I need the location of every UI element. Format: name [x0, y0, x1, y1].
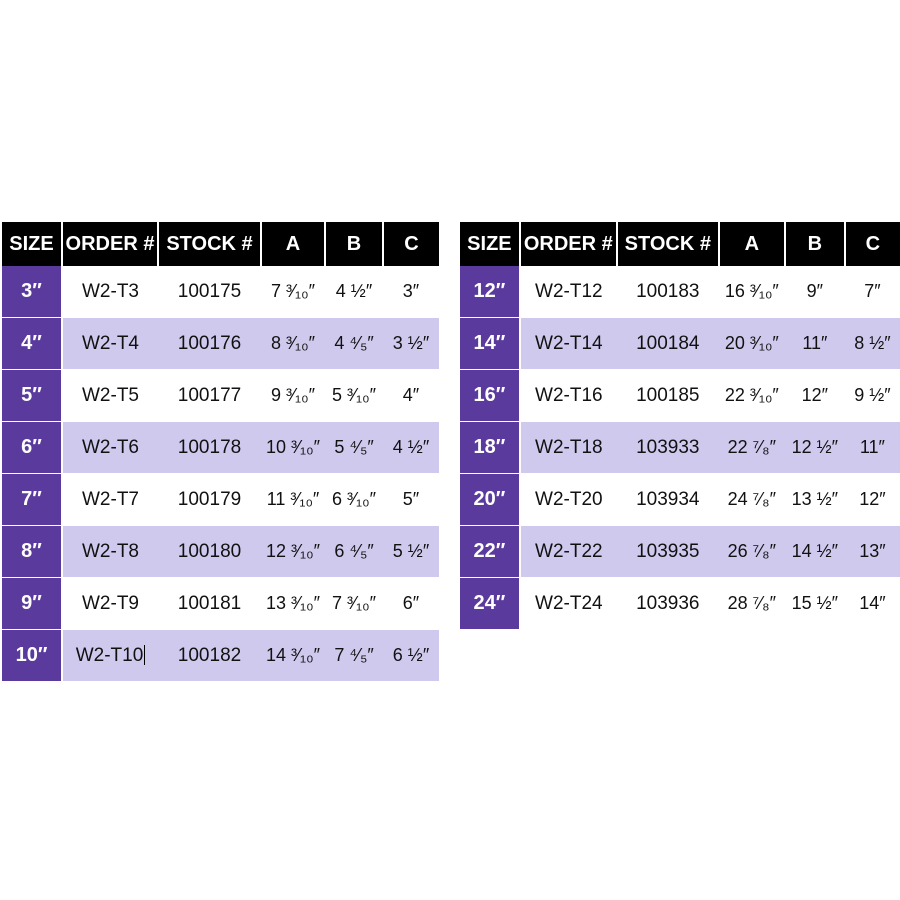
cell-size: 6″	[2, 422, 62, 474]
cell-dimension-b: 14 ½″	[785, 526, 845, 578]
cell-dimension-c: 6 ½″	[383, 630, 439, 682]
cell-dimension-b: 6 ⁴⁄₅″	[325, 526, 383, 578]
table-row	[460, 422, 900, 474]
spec-table-small-sizes	[2, 222, 439, 682]
cell-dimension-c: 6″	[383, 578, 439, 630]
cell-stock-number: 103935	[617, 526, 719, 578]
cell-dimension-b: 4 ½″	[325, 266, 383, 318]
table-row	[2, 318, 439, 370]
cell-order-number: W2-T20	[520, 474, 617, 526]
cell-order-number: W2-T14	[520, 318, 617, 370]
cell-dimension-a: 26 ⁷⁄₈″	[719, 526, 785, 578]
cell-stock-number: 103936	[617, 578, 719, 630]
cell-dimension-c: 14″	[845, 578, 900, 630]
cell-stock-number: 100176	[158, 318, 261, 370]
cell-dimension-b: 13 ½″	[785, 474, 845, 526]
table-row	[460, 474, 900, 526]
table-row	[2, 630, 439, 682]
cell-dimension-b: 15 ½″	[785, 578, 845, 630]
cell-size: 24″	[460, 578, 520, 630]
cell-dimension-a: 9 ³⁄₁₀″	[261, 370, 325, 422]
column-header-b: B	[325, 222, 383, 266]
cell-dimension-a: 10 ³⁄₁₀″	[261, 422, 325, 474]
table-row	[460, 526, 900, 578]
cell-stock-number: 100180	[158, 526, 261, 578]
cell-order-number: W2-T9	[62, 578, 158, 630]
cell-dimension-c: 11″	[845, 422, 900, 474]
cell-dimension-c: 3″	[383, 266, 439, 318]
column-header-a: A	[719, 222, 785, 266]
cell-dimension-c: 9 ½″	[845, 370, 900, 422]
cell-order-number: W2-T22	[520, 526, 617, 578]
cell-size: 3″	[2, 266, 62, 318]
cell-dimension-b: 7 ³⁄₁₀″	[325, 578, 383, 630]
cell-dimension-a: 14 ³⁄₁₀″	[261, 630, 325, 682]
cell-order-number: W2-T24	[520, 578, 617, 630]
cell-dimension-c: 13″	[845, 526, 900, 578]
cell-order-number: W2-T18	[520, 422, 617, 474]
table-row	[460, 370, 900, 422]
cell-order-number: W2-T5	[62, 370, 158, 422]
spec-table-large-sizes	[460, 222, 900, 630]
cell-size: 12″	[460, 266, 520, 318]
table-header-row	[460, 222, 900, 266]
table-row	[460, 578, 900, 630]
column-header-b: B	[785, 222, 845, 266]
cell-order-number: W2-T3	[62, 266, 158, 318]
cell-dimension-b: 12 ½″	[785, 422, 845, 474]
cell-dimension-b: 5 ³⁄₁₀″	[325, 370, 383, 422]
column-header-stock: STOCK #	[158, 222, 261, 266]
cell-dimension-a: 22 ³⁄₁₀″	[719, 370, 785, 422]
cell-stock-number: 100183	[617, 266, 719, 318]
cell-dimension-b: 4 ⁴⁄₅″	[325, 318, 383, 370]
cell-size: 16″	[460, 370, 520, 422]
column-header-c: C	[383, 222, 439, 266]
table-row	[460, 266, 900, 318]
table-row	[2, 422, 439, 474]
cell-dimension-c: 5″	[383, 474, 439, 526]
cell-size: 10″	[2, 630, 62, 682]
cell-order-number: W2-T8	[62, 526, 158, 578]
cell-dimension-a: 12 ³⁄₁₀″	[261, 526, 325, 578]
cell-dimension-a: 13 ³⁄₁₀″	[261, 578, 325, 630]
column-header-size: SIZE	[2, 222, 62, 266]
cell-dimension-c: 4″	[383, 370, 439, 422]
table-body	[2, 266, 439, 682]
cell-dimension-b: 5 ⁴⁄₅″	[325, 422, 383, 474]
cell-dimension-c: 5 ½″	[383, 526, 439, 578]
text-caret	[144, 645, 145, 665]
cell-stock-number: 103934	[617, 474, 719, 526]
column-header-order: ORDER #	[520, 222, 617, 266]
cell-dimension-a: 20 ³⁄₁₀″	[719, 318, 785, 370]
cell-dimension-a: 24 ⁷⁄₈″	[719, 474, 785, 526]
table-row	[460, 318, 900, 370]
cell-stock-number: 100181	[158, 578, 261, 630]
cell-stock-number: 100178	[158, 422, 261, 474]
cell-dimension-c: 4 ½″	[383, 422, 439, 474]
cell-order-number: W2-T6	[62, 422, 158, 474]
column-header-stock: STOCK #	[617, 222, 719, 266]
cell-order-number: W2-T7	[62, 474, 158, 526]
cell-order-number: W2-T4	[62, 318, 158, 370]
column-header-a: A	[261, 222, 325, 266]
cell-size: 4″	[2, 318, 62, 370]
cell-stock-number: 100182	[158, 630, 261, 682]
cell-stock-number: 100179	[158, 474, 261, 526]
cell-size: 22″	[460, 526, 520, 578]
cell-dimension-a: 16 ³⁄₁₀″	[719, 266, 785, 318]
cell-size: 5″	[2, 370, 62, 422]
cell-size: 14″	[460, 318, 520, 370]
cell-stock-number: 100184	[617, 318, 719, 370]
cell-size: 8″	[2, 526, 62, 578]
cell-stock-number: 100175	[158, 266, 261, 318]
table-row	[2, 370, 439, 422]
column-header-order: ORDER #	[62, 222, 158, 266]
cell-size: 18″	[460, 422, 520, 474]
cell-order-number: W2-T16	[520, 370, 617, 422]
column-header-c: C	[845, 222, 900, 266]
cell-order-number: W2-T12	[520, 266, 617, 318]
cell-dimension-a: 8 ³⁄₁₀″	[261, 318, 325, 370]
cell-dimension-b: 7 ⁴⁄₅″	[325, 630, 383, 682]
table-row	[2, 526, 439, 578]
column-header-size: SIZE	[460, 222, 520, 266]
cell-dimension-c: 8 ½″	[845, 318, 900, 370]
cell-size: 7″	[2, 474, 62, 526]
cell-dimension-b: 6 ³⁄₁₀″	[325, 474, 383, 526]
cell-size: 9″	[2, 578, 62, 630]
cell-dimension-a: 28 ⁷⁄₈″	[719, 578, 785, 630]
cell-stock-number: 103933	[617, 422, 719, 474]
cell-dimension-c: 7″	[845, 266, 900, 318]
cell-stock-number: 100185	[617, 370, 719, 422]
table-row	[2, 578, 439, 630]
cell-dimension-a: 7 ³⁄₁₀″	[261, 266, 325, 318]
cell-dimension-b: 9″	[785, 266, 845, 318]
table-body	[460, 266, 900, 630]
cell-dimension-a: 22 ⁷⁄₈″	[719, 422, 785, 474]
cell-size: 20″	[460, 474, 520, 526]
cell-dimension-b: 12″	[785, 370, 845, 422]
cell-order-number: W2-T10	[62, 630, 158, 682]
table-row	[2, 474, 439, 526]
cell-dimension-c: 3 ½″	[383, 318, 439, 370]
cell-dimension-a: 11 ³⁄₁₀″	[261, 474, 325, 526]
cell-stock-number: 100177	[158, 370, 261, 422]
cell-dimension-c: 12″	[845, 474, 900, 526]
table-header-row	[2, 222, 439, 266]
cell-dimension-b: 11″	[785, 318, 845, 370]
table-row	[2, 266, 439, 318]
